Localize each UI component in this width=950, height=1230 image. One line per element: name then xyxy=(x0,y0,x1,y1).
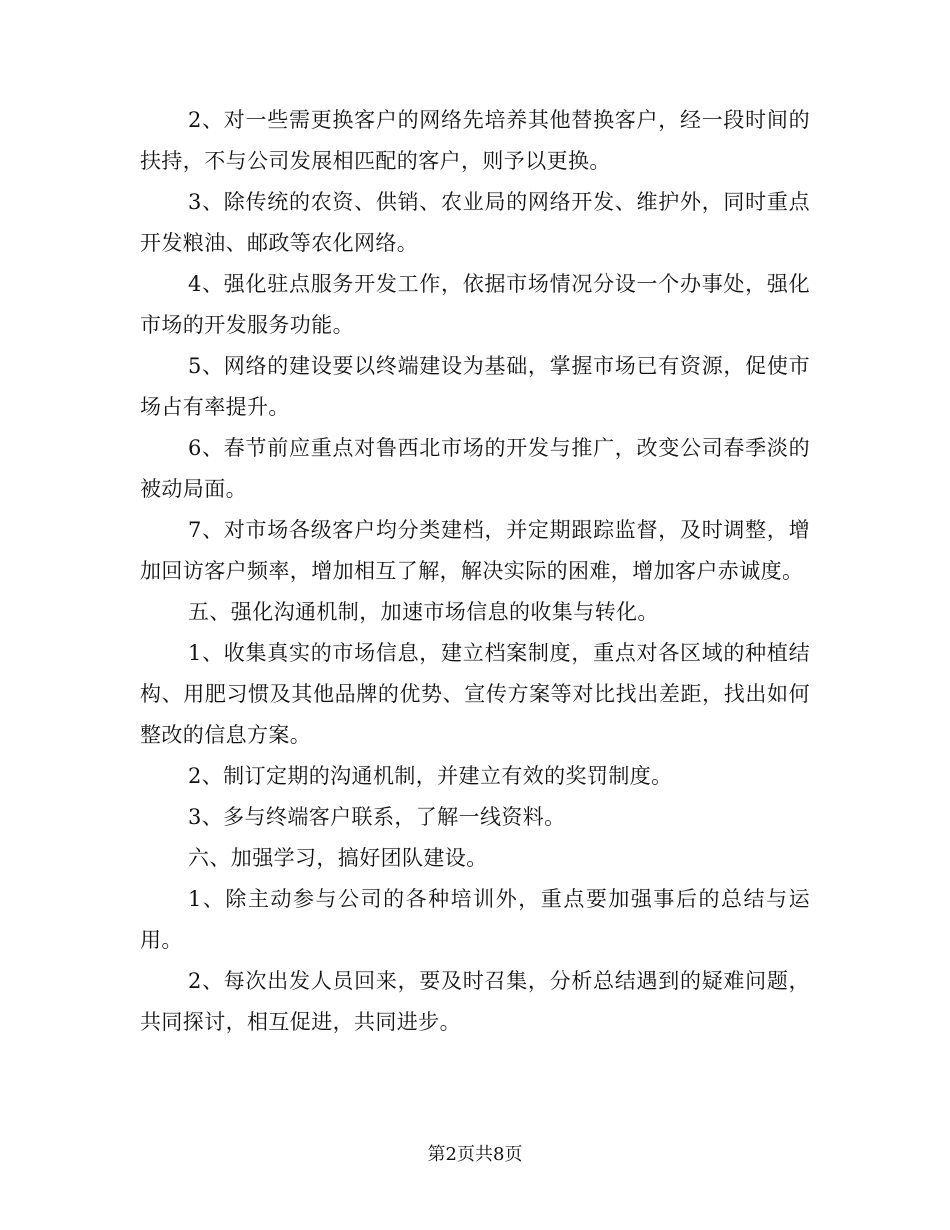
document-body xyxy=(140,100,810,1043)
paragraph-item-2-replace-clients: 2、对一些需更换客户的网络先培养其他替换客户，经一段时间的扶持，不与公司发展相匹配的客户，则予以更换。 xyxy=(140,108,810,173)
paragraph-item-2-communication-rules: 2、制订定期的沟通机制，并建立有效的奖罚制度。 xyxy=(188,764,673,788)
paragraph-item-5-terminal-building: 5、网络的建设要以终端建设为基础，掌握市场已有资源，促使市场占有率提升。 xyxy=(140,354,810,419)
section-heading-6-learning: 六、加强学习，搞好团队建设。 xyxy=(188,846,488,870)
paragraph-item-1-market-info: 1、收集真实的市场信息，建立档案制度，重点对各区域的种植结构、用肥习惯及其他品牌的优势、宣传方案等对比找出差距，找出如何整改的信息方案。 xyxy=(140,641,810,747)
section-heading-5-communication: 五、强化沟通机制，加速市场信息的收集与转化。 xyxy=(188,600,659,624)
paragraph-item-3-develop-networks: 3、除传统的农资、供销、农业局的网络开发、维护外，同时重点开发粮油、邮政等农化网络。 xyxy=(140,190,810,255)
paragraph-item-6-spring-festival: 6、春节前应重点对鲁西北市场的开发与推广，改变公司春季淡的被动局面。 xyxy=(140,436,810,501)
paragraph-item-2-team-review: 2、每次出发人员回来，要及时召集，分析总结遇到的疑难问题，共同探讨，相互促进，共同进步。 xyxy=(140,969,810,1034)
paragraph-item-3-terminal-contact: 3、多与终端客户联系，了解一线资料。 xyxy=(188,805,566,829)
paragraph-item-7-client-files: 7、对市场各级客户均分类建档，并定期跟踪监督，及时调整，增加回访客户频率，增加相互了解，解决实际的困难，增加客户赤诚度。 xyxy=(140,518,810,583)
page-number-footer: 第2页共8页 xyxy=(427,1144,523,1165)
paragraph-item-1-training: 1、除主动参与公司的各种培训外，重点要加强事后的总结与运用。 xyxy=(140,887,810,952)
paragraph-item-4-office-service: 4、强化驻点服务开发工作，依据市场情况分设一个办事处，强化市场的开发服务功能。 xyxy=(140,272,810,337)
